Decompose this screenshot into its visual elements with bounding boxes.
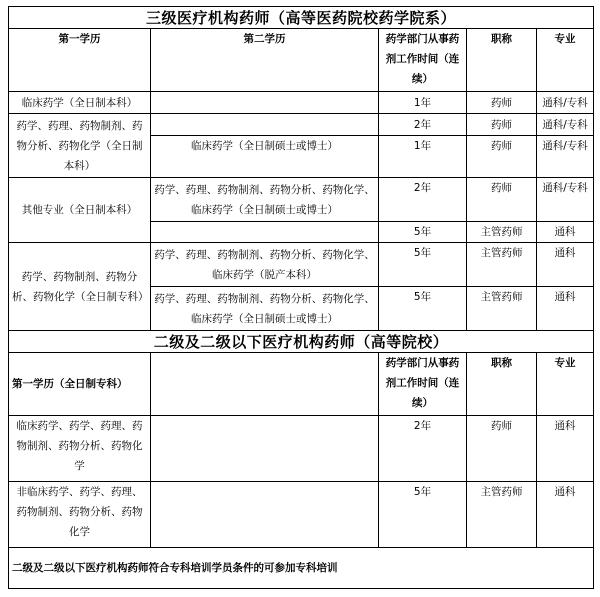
section1-title-row bbox=[9, 7, 594, 29]
cell-second-degree bbox=[151, 416, 379, 482]
cell-second-degree: 药学、药理、药物制剂、药物分析、药物化学、临床药学（全日制硕士或博士） bbox=[151, 178, 379, 222]
table-row bbox=[9, 178, 594, 222]
cell-job-title: 主管药师 bbox=[467, 222, 537, 243]
table-row bbox=[9, 416, 594, 482]
cell-major: 通科/专科 bbox=[537, 92, 594, 114]
cell-job-title: 药师 bbox=[467, 114, 537, 136]
header-work-time: 药学部门从事药剂工作时间（连续） bbox=[379, 353, 467, 416]
header-job-title: 职称 bbox=[467, 353, 537, 416]
cell-work-time: 5年 bbox=[379, 243, 467, 287]
cell-first-degree: 药学、药物制剂、药物分析、药物化学（全日制专科） bbox=[9, 243, 151, 331]
cell-second-degree bbox=[151, 222, 379, 243]
table-row bbox=[9, 92, 594, 114]
cell-major: 通科 bbox=[537, 416, 594, 482]
cell-work-time: 5年 bbox=[379, 482, 467, 548]
cell-work-time: 2年 bbox=[379, 416, 467, 482]
cell-major: 通科 bbox=[537, 287, 594, 331]
section2-title: 二级及二级以下医疗机构药师（高等院校） bbox=[9, 331, 594, 353]
cell-first-degree: 临床药学（全日制本科） bbox=[9, 92, 151, 114]
cell-second-degree bbox=[151, 114, 379, 136]
cell-job-title: 药师 bbox=[467, 92, 537, 114]
header-second-degree bbox=[151, 353, 379, 416]
cell-work-time: 1年 bbox=[379, 136, 467, 178]
header-first-degree: 第一学历（全日制专科） bbox=[9, 353, 151, 416]
cell-job-title: 药师 bbox=[467, 416, 537, 482]
pharmacist-qualification-table bbox=[8, 6, 594, 589]
cell-first-degree: 其他专业（全日制本科） bbox=[9, 178, 151, 243]
cell-first-degree: 药学、药理、药物制剂、药物分析、药物化学（全日制本科） bbox=[9, 114, 151, 178]
cell-second-degree: 临床药学（全日制硕士或博士） bbox=[151, 136, 379, 178]
cell-work-time: 5年 bbox=[379, 222, 467, 243]
cell-second-degree: 药学、药理、药物制剂、药物分析、药物化学、临床药学（全日制硕士或博士） bbox=[151, 287, 379, 331]
header-first-degree: 第一学历 bbox=[9, 29, 151, 92]
cell-major: 通科 bbox=[537, 243, 594, 287]
cell-second-degree: 药学、药理、药物制剂、药物分析、药物化学、临床药学（脱产本科） bbox=[151, 243, 379, 287]
cell-work-time: 2年 bbox=[379, 178, 467, 222]
section2-header-row bbox=[9, 353, 594, 416]
cell-major: 通科/专科 bbox=[537, 136, 594, 178]
cell-work-time: 2年 bbox=[379, 114, 467, 136]
cell-second-degree bbox=[151, 482, 379, 548]
table-row bbox=[9, 482, 594, 548]
cell-work-time: 1年 bbox=[379, 92, 467, 114]
cell-job-title: 主管药师 bbox=[467, 287, 537, 331]
header-major: 专业 bbox=[537, 353, 594, 416]
cell-major: 通科 bbox=[537, 222, 594, 243]
cell-job-title: 药师 bbox=[467, 136, 537, 178]
qualification-table-container bbox=[8, 6, 593, 589]
footer-note: 二级及二级以下医疗机构药师符合专科培训学员条件的可参加专科培训 bbox=[9, 548, 594, 589]
cell-work-time: 5年 bbox=[379, 287, 467, 331]
cell-second-degree bbox=[151, 92, 379, 114]
header-major: 专业 bbox=[537, 29, 594, 92]
cell-major: 通科/专科 bbox=[537, 114, 594, 136]
section1-header-row bbox=[9, 29, 594, 92]
header-work-time: 药学部门从事药剂工作时间（连续） bbox=[379, 29, 467, 92]
table-row bbox=[9, 243, 594, 287]
header-second-degree: 第二学历 bbox=[151, 29, 379, 92]
cell-first-degree: 非临床药学、药学、药理、药物制剂、药物分析、药物化学 bbox=[9, 482, 151, 548]
section1-title: 三级医疗机构药师（高等医药院校药学院系） bbox=[9, 7, 594, 29]
cell-job-title: 主管药师 bbox=[467, 482, 537, 548]
cell-job-title: 主管药师 bbox=[467, 243, 537, 287]
cell-job-title: 药师 bbox=[467, 178, 537, 222]
cell-major: 通科/专科 bbox=[537, 178, 594, 222]
cell-major: 通科 bbox=[537, 482, 594, 548]
section2-title-row bbox=[9, 331, 594, 353]
table-row bbox=[9, 114, 594, 136]
footer-row bbox=[9, 548, 594, 589]
header-job-title: 职称 bbox=[467, 29, 537, 92]
cell-first-degree: 临床药学、药学、药理、药物制剂、药物分析、药物化学 bbox=[9, 416, 151, 482]
